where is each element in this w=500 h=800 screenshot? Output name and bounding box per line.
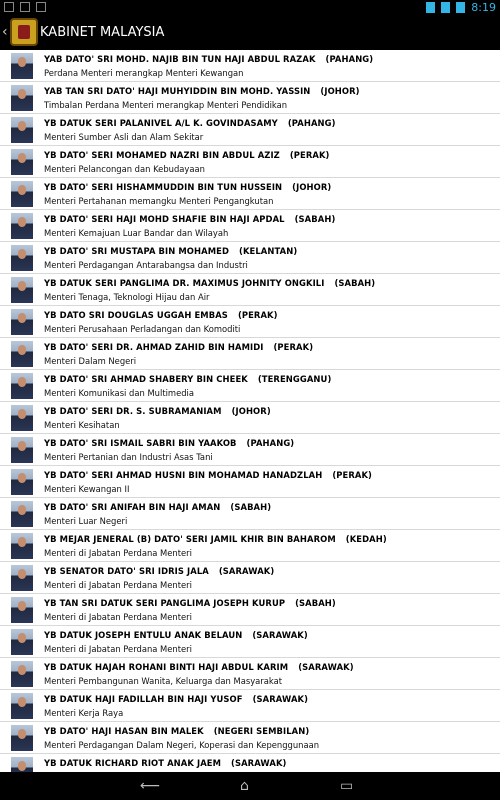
- minister-name: [44, 534, 387, 544]
- minister-state: (PERAK): [237, 310, 278, 320]
- minister-role: Menteri Pelancongan dan Kebudayaan: [44, 164, 205, 174]
- minister-name-text: YB DATO' SRI MUSTAPA BIN MOHAMED: [44, 246, 230, 256]
- minister-photo: [11, 277, 33, 303]
- list-item[interactable]: [0, 466, 500, 498]
- save-notification-icon: [36, 2, 46, 12]
- list-item[interactable]: [0, 306, 500, 338]
- wifi-icon: [441, 2, 450, 13]
- list-item[interactable]: [0, 82, 500, 114]
- list-item[interactable]: [0, 434, 500, 466]
- minister-state: (PERAK): [332, 470, 372, 480]
- list-item[interactable]: [0, 370, 500, 402]
- minister-name: [44, 118, 336, 128]
- recent-apps-button[interactable]: ▭: [340, 778, 354, 794]
- minister-state: (PAHANG): [287, 118, 336, 128]
- home-button[interactable]: ⌂: [240, 778, 249, 794]
- minister-name: [44, 406, 271, 416]
- minister-name: [44, 278, 375, 288]
- status-time: 8:19: [471, 1, 496, 14]
- list-item[interactable]: [0, 338, 500, 370]
- minister-name-text: YB DATO' HAJI HASAN BIN MALEK: [44, 726, 204, 736]
- minister-role: Menteri Kesihatan: [44, 420, 120, 430]
- minister-role: Menteri Perdagangan Antarabangsa dan Industri: [44, 260, 248, 270]
- minister-list[interactable]: [0, 50, 500, 772]
- minister-state: (SABAH): [294, 214, 336, 224]
- minister-name-text: YB DATO' SERI AHMAD HUSNI BIN MOHAMAD HANADZLAH: [44, 470, 323, 480]
- minister-state: (KELANTAN): [239, 246, 298, 256]
- minister-photo: [11, 565, 33, 591]
- minister-role: Menteri Komunikasi dan Multimedia: [44, 388, 195, 398]
- list-item[interactable]: [0, 498, 500, 530]
- minister-name: [44, 470, 372, 480]
- minister-name: [44, 758, 287, 768]
- list-item[interactable]: [0, 722, 500, 754]
- minister-name: [44, 662, 354, 672]
- minister-state: (PAHANG): [246, 438, 295, 448]
- minister-photo: [11, 629, 33, 655]
- minister-name-text: YB SENATOR DATO' SRI IDRIS JALA: [44, 566, 209, 576]
- minister-state: (SARAWAK): [252, 630, 308, 640]
- minister-name-text: YB DATO' SRI ISMAIL SABRI BIN YAAKOB: [44, 438, 237, 448]
- minister-name: [44, 182, 331, 192]
- minister-role: Menteri Pertanian dan Industri Asas Tani: [44, 452, 213, 462]
- minister-name: [44, 86, 360, 96]
- minister-state: (TERENGGANU): [257, 374, 332, 384]
- minister-role: Menteri Tenaga, Teknologi Hijau dan Air: [44, 292, 210, 302]
- minister-state: (JOHOR): [231, 406, 271, 416]
- minister-name-text: YB DATO' SRI ANIFAH BIN HAJI AMAN: [44, 502, 221, 512]
- list-item[interactable]: [0, 50, 500, 82]
- minister-photo: [11, 85, 33, 111]
- minister-name: [44, 502, 271, 512]
- minister-name-text: YB DATUK HAJAH ROHANI BINTI HAJI ABDUL KARIM: [44, 662, 289, 672]
- bluetooth-icon: [426, 2, 435, 13]
- list-item[interactable]: [0, 594, 500, 626]
- minister-photo: [11, 661, 33, 687]
- list-item[interactable]: [0, 402, 500, 434]
- list-item[interactable]: [0, 690, 500, 722]
- minister-photo: [11, 501, 33, 527]
- list-item[interactable]: [0, 562, 500, 594]
- list-item[interactable]: [0, 178, 500, 210]
- minister-role: Menteri Pertahanan memangku Menteri Pengangkutan: [44, 196, 274, 206]
- list-item[interactable]: [0, 210, 500, 242]
- minister-photo: [11, 469, 33, 495]
- minister-role: Menteri di Jabatan Perdana Menteri: [44, 612, 192, 622]
- notification-icons: [4, 2, 46, 12]
- back-button[interactable]: ⟵: [140, 778, 161, 794]
- minister-name-text: YB DATO' SERI DR. S. SUBRAMANIAM: [44, 406, 222, 416]
- minister-state: (PAHANG): [325, 54, 374, 64]
- download-notification-icon: [20, 2, 30, 12]
- minister-state: (PERAK): [289, 150, 330, 160]
- minister-role: Menteri Pembangunan Wanita, Keluarga dan Masyarakat: [44, 676, 282, 686]
- minister-name-text: YAB DATO' SRI MOHD. NAJIB BIN TUN HAJI ABDUL RAZAK: [44, 54, 316, 64]
- minister-name-text: YB DATO' SERI DR. AHMAD ZAHID BIN HAMIDI: [44, 342, 264, 352]
- minister-name-text: YB DATUK RICHARD RIOT ANAK JAEM: [44, 758, 222, 768]
- minister-state: (SARAWAK): [298, 662, 354, 672]
- minister-name: [44, 566, 274, 576]
- list-item[interactable]: [0, 658, 500, 690]
- minister-role: Menteri Dalam Negeri: [44, 356, 137, 366]
- minister-photo: [11, 725, 33, 751]
- minister-role: Menteri Sumber Asli dan Alam Sekitar: [44, 132, 204, 142]
- minister-state: (SABAH): [295, 598, 336, 608]
- minister-name: [44, 694, 308, 704]
- minister-photo: [11, 149, 33, 175]
- minister-name-text: YB DATUK SERI PANGLIMA DR. MAXIMUS JOHNITY ONGKILI: [44, 278, 325, 288]
- action-bar: [0, 16, 500, 50]
- minister-name-text: YB TAN SRI DATUK SERI PANGLIMA JOSEPH KURUP: [44, 598, 286, 608]
- minister-name-text: YB DATO SRI DOUGLAS UGGAH EMBAS: [44, 310, 228, 320]
- minister-state: (SARAWAK): [231, 758, 287, 768]
- minister-name-text: YB DATUK JOSEPH ENTULU ANAK BELAUN: [44, 630, 243, 640]
- minister-name: [44, 150, 329, 160]
- minister-photo: [11, 757, 33, 772]
- minister-state: (JOHOR): [292, 182, 332, 192]
- list-item[interactable]: [0, 114, 500, 146]
- minister-photo: [11, 213, 33, 239]
- minister-name: [44, 342, 313, 352]
- minister-name: [44, 630, 308, 640]
- minister-role: Timbalan Perdana Menteri merangkap Menteri Pendidikan: [44, 100, 288, 110]
- minister-state: (KEDAH): [345, 534, 387, 544]
- minister-state: (SABAH): [230, 502, 272, 512]
- minister-role: Menteri di Jabatan Perdana Menteri: [44, 644, 192, 654]
- minister-photo: [11, 245, 33, 271]
- minister-photo: [11, 181, 33, 207]
- minister-name-text: YB DATUK HAJI FADILLAH BIN HAJI YUSOF: [44, 694, 243, 704]
- minister-name: [44, 438, 294, 448]
- minister-name-text: YB DATO' SERI HISHAMMUDDIN BIN TUN HUSSEIN: [44, 182, 283, 192]
- minister-name: [44, 214, 335, 224]
- minister-role: Perdana Menteri merangkap Menteri Kewangan: [44, 68, 244, 78]
- minister-name: [44, 246, 297, 256]
- minister-name: [44, 726, 309, 736]
- minister-role: Menteri Perdagangan Dalam Negeri, Koperasi dan Kepenggunaan: [44, 740, 320, 750]
- minister-role: Menteri Kewangan II: [44, 484, 130, 494]
- list-item[interactable]: [0, 626, 500, 658]
- minister-photo: [11, 341, 33, 367]
- minister-state: (SARAWAK): [218, 566, 275, 576]
- list-item[interactable]: [0, 242, 500, 274]
- minister-photo: [11, 533, 33, 559]
- minister-role: Menteri di Jabatan Perdana Menteri: [44, 580, 192, 590]
- app-title: KABINET MALAYSIA: [40, 25, 165, 40]
- back-chevron-icon[interactable]: ‹: [2, 24, 8, 40]
- minister-state: (SARAWAK): [252, 694, 309, 704]
- minister-photo: [11, 405, 33, 431]
- status-bar: [0, 0, 500, 16]
- minister-role: Menteri Luar Negeri: [44, 516, 128, 526]
- minister-photo: [11, 117, 33, 143]
- minister-role: Menteri Kemajuan Luar Bandar dan Wilayah: [44, 228, 229, 238]
- minister-name: [44, 374, 331, 384]
- minister-role: Menteri Kerja Raya: [44, 708, 124, 718]
- image-notification-icon: [4, 2, 14, 12]
- minister-photo: [11, 437, 33, 463]
- minister-name-text: YB MEJAR JENERAL (B) DATO' SERI JAMIL KHIR BIN BAHAROM: [44, 534, 336, 544]
- minister-name-text: YB DATO' SERI HAJI MOHD SHAFIE BIN HAJI APDAL: [44, 214, 285, 224]
- minister-name: [44, 54, 373, 64]
- minister-photo: [11, 309, 33, 335]
- battery-icon: [456, 2, 465, 13]
- minister-role: Menteri Perusahaan Perladangan dan Komoditi: [44, 324, 241, 334]
- minister-name-text: YB DATO' SRI AHMAD SHABERY BIN CHEEK: [44, 374, 248, 384]
- minister-name: [44, 310, 278, 320]
- minister-photo: [11, 373, 33, 399]
- navigation-bar: [0, 772, 500, 800]
- minister-name-text: YB DATUK SERI PALANIVEL A/L K. GOVINDASAMY: [44, 118, 278, 128]
- app-logo[interactable]: [10, 18, 38, 46]
- minister-photo: [11, 693, 33, 719]
- minister-name: [44, 598, 336, 608]
- minister-photo: [11, 597, 33, 623]
- minister-state: (SABAH): [334, 278, 376, 288]
- minister-name-text: YAB TAN SRI DATO' HAJI MUHYIDDIN BIN MOHD. YASSIN: [44, 86, 311, 96]
- minister-name-text: YB DATO' SERI MOHAMED NAZRI BIN ABDUL AZIZ: [44, 150, 280, 160]
- list-item[interactable]: [0, 146, 500, 178]
- list-item[interactable]: [0, 274, 500, 306]
- minister-photo: [11, 53, 33, 79]
- minister-state: (NEGERI SEMBILAN): [213, 726, 310, 736]
- list-item[interactable]: [0, 754, 500, 772]
- list-item[interactable]: [0, 530, 500, 562]
- minister-role: Menteri di Jabatan Perdana Menteri: [44, 548, 192, 558]
- minister-state: (PERAK): [273, 342, 314, 352]
- minister-state: (JOHOR): [320, 86, 360, 96]
